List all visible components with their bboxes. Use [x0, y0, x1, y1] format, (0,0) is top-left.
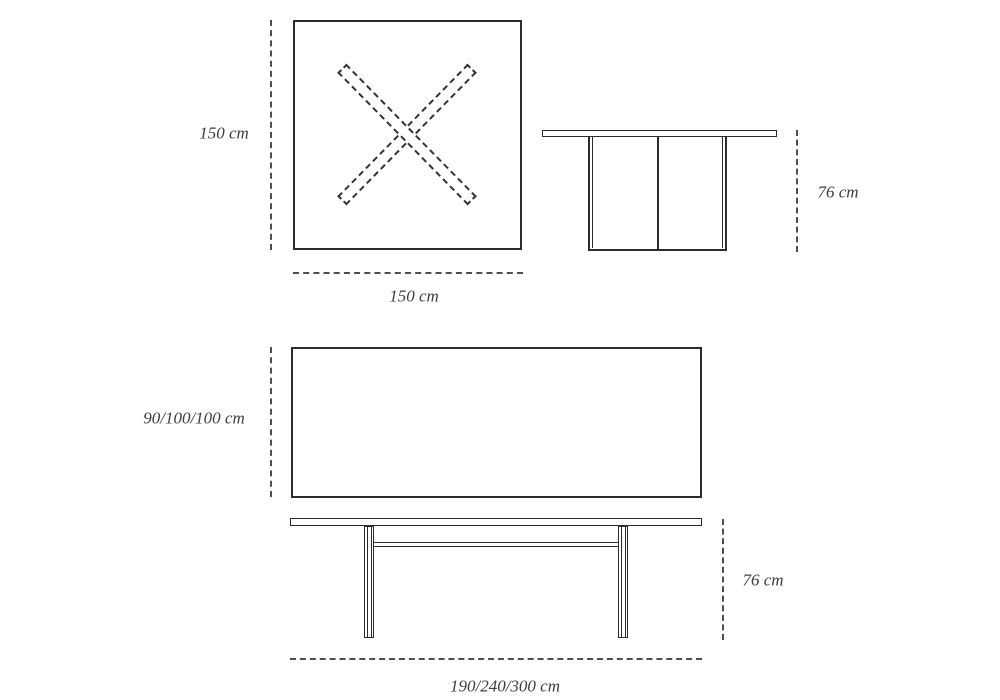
- dimension-label-rect-height: 76 cm: [742, 570, 784, 590]
- rect-tabletop-outline: [291, 347, 702, 498]
- pedestal-center-line: [657, 137, 659, 249]
- dimension-line-square-width: [293, 272, 523, 274]
- square-table-side-tabletop: [542, 130, 777, 137]
- left-leg-inner-lines: [367, 527, 372, 637]
- pedestal-inner-right-line: [722, 137, 723, 248]
- dimension-line-square-height: [796, 130, 798, 252]
- rect-table-stretcher: [374, 542, 619, 547]
- dimension-label-rect-depth: 90/100/100 cm: [143, 408, 245, 428]
- dimension-line-rect-width: [290, 658, 702, 660]
- pedestal-inner-left-line: [592, 137, 593, 248]
- dimension-label-square-depth: 150 cm: [199, 123, 249, 143]
- dimension-line-square-depth: [270, 20, 272, 250]
- square-table-pedestal-base: [588, 137, 727, 251]
- dimension-line-rect-depth: [270, 347, 272, 497]
- rect-table-left-leg: [364, 526, 374, 638]
- dimension-label-square-width: 150 cm: [389, 286, 439, 306]
- right-leg-inner-lines: [621, 527, 626, 637]
- dimension-label-square-height: 76 cm: [817, 182, 859, 202]
- dimension-line-rect-height: [722, 519, 724, 640]
- rect-table-side-tabletop: [290, 518, 702, 526]
- dimension-label-rect-width: 190/240/300 cm: [449, 676, 561, 696]
- rect-table-right-leg: [618, 526, 628, 638]
